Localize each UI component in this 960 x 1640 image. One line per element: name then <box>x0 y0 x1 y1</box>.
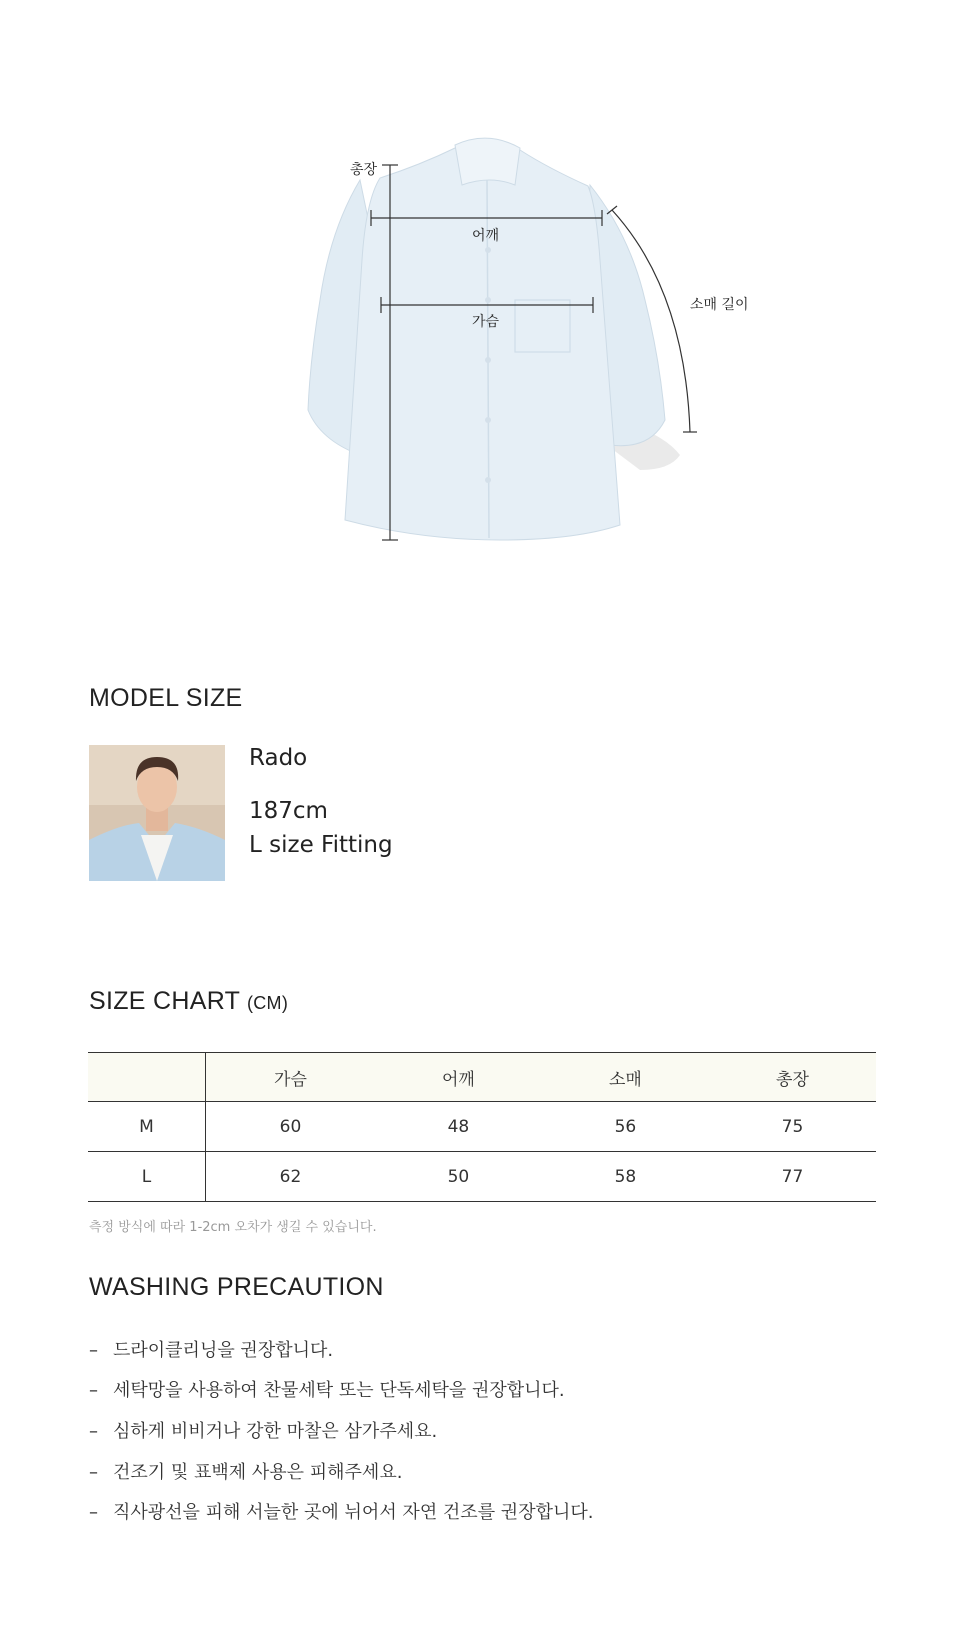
value-cell: 62 <box>206 1152 375 1202</box>
shirt-illustration <box>0 0 960 580</box>
list-item <box>89 1336 333 1362</box>
header-chest: 가슴 <box>206 1053 375 1102</box>
bullet-dash: – <box>89 1421 98 1442</box>
bullet-dash: – <box>89 1380 98 1401</box>
list-item <box>89 1417 437 1443</box>
washing-item-text: 드라이클리닝을 권장합니다. <box>113 1340 334 1361</box>
bullet-dash: – <box>89 1462 98 1483</box>
washing-item-text: 직사광선을 피해 서늘한 곳에 뉘어서 자연 건조를 권장합니다. <box>113 1502 594 1523</box>
table-row <box>88 1102 876 1152</box>
measurement-note: 측정 방식에 따라 1-2cm 오차가 생길 수 있습니다. <box>89 1220 377 1235</box>
size-chart-title: SIZE CHART <box>89 987 240 1015</box>
shoulder-label: 어깨 <box>472 228 500 244</box>
model-portrait-image <box>89 745 225 881</box>
bullet-dash: – <box>89 1340 98 1361</box>
list-item <box>89 1458 402 1484</box>
value-cell: 60 <box>206 1102 375 1152</box>
size-diagram <box>0 0 960 580</box>
header-sleeve: 소매 <box>542 1053 709 1102</box>
model-name: Rado <box>249 745 308 771</box>
size-table-header-row <box>88 1053 876 1102</box>
washing-item-text: 건조기 및 표백제 사용은 피해주세요. <box>113 1462 403 1483</box>
total-length-label: 총장 <box>350 162 378 178</box>
header-empty <box>88 1053 206 1102</box>
sleeve-length-label: 소매 길이 <box>690 297 749 313</box>
chest-label: 가슴 <box>472 314 500 330</box>
model-fitting: L size Fitting <box>249 832 393 858</box>
size-cell: M <box>88 1102 206 1152</box>
value-cell: 48 <box>375 1102 542 1152</box>
size-chart-unit: (CM) <box>246 993 289 1013</box>
size-cell: L <box>88 1152 206 1202</box>
washing-heading: WASHING PRECAUTION <box>89 1273 384 1301</box>
washing-item-text: 심하게 비비거나 강한 마찰은 삼가주세요. <box>113 1421 438 1442</box>
model-photo <box>89 745 225 881</box>
value-cell: 75 <box>709 1102 876 1152</box>
header-total-length: 총장 <box>709 1053 876 1102</box>
size-chart-heading <box>89 987 288 1016</box>
size-table <box>88 1052 876 1202</box>
bullet-dash: – <box>89 1502 98 1523</box>
value-cell: 58 <box>542 1152 709 1202</box>
washing-item-text: 세탁망을 사용하여 찬물세탁 또는 단독세탁을 권장합니다. <box>113 1380 565 1401</box>
table-row <box>88 1152 876 1202</box>
model-size-heading: MODEL SIZE <box>89 684 243 712</box>
header-shoulder: 어깨 <box>375 1053 542 1102</box>
value-cell: 50 <box>375 1152 542 1202</box>
list-item <box>89 1498 593 1524</box>
value-cell: 56 <box>542 1102 709 1152</box>
value-cell: 77 <box>709 1152 876 1202</box>
list-item <box>89 1376 565 1402</box>
model-height: 187cm <box>249 798 328 824</box>
